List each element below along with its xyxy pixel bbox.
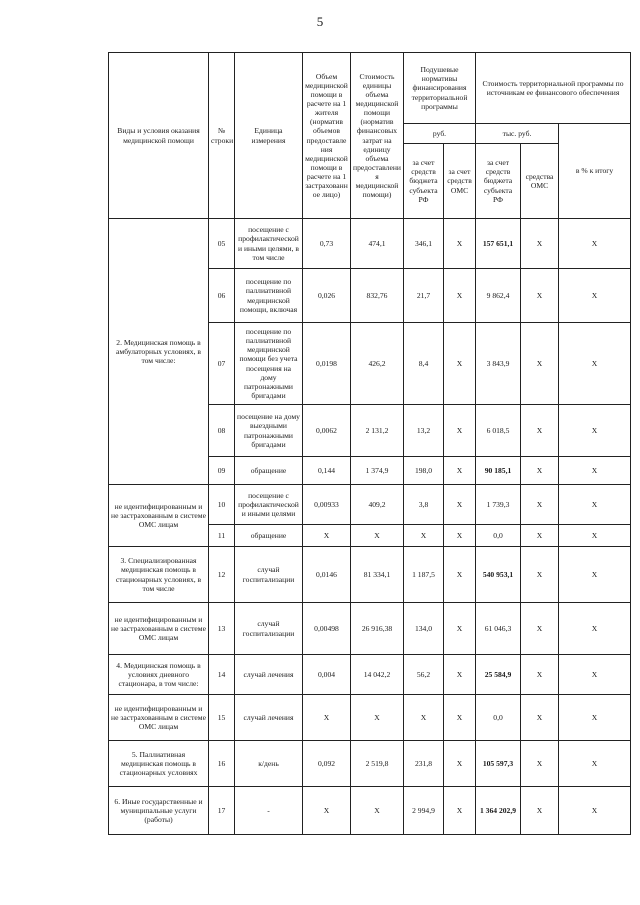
row-unit: -: [235, 787, 303, 835]
row-th-oms: Х: [521, 219, 559, 269]
row-unit: случай госпитализации: [235, 603, 303, 655]
row-rub-budget: 2 994,9: [404, 787, 444, 835]
row-volume: 0,144: [303, 457, 351, 485]
row-th-budget: 157 651,1: [476, 219, 521, 269]
row-th-budget: 1 364 202,9: [476, 787, 521, 835]
header-volume: Объем медицинской помощи в расчете на 1 жителя (норматив объемов предоставления медицинской помощи в расчете на 1 застрахованное лицо): [303, 53, 351, 219]
row-rub-budget: 1 187,5: [404, 547, 444, 603]
table-row: [109, 603, 631, 655]
row-number: 07: [209, 323, 235, 405]
header-rub: руб.: [404, 124, 476, 144]
row-percent: Х: [559, 787, 631, 835]
row-number: 11: [209, 525, 235, 547]
row-th-budget: 90 185,1: [476, 457, 521, 485]
row-th-budget: 105 597,3: [476, 741, 521, 787]
group-label: не идентифицированным и не застрахованным в системе ОМС лицам: [109, 603, 209, 655]
row-th-oms: Х: [521, 405, 559, 457]
row-th-budget: 1 739,3: [476, 485, 521, 525]
row-th-oms: Х: [521, 323, 559, 405]
row-unit: случай госпитализации: [235, 547, 303, 603]
row-th-budget: 61 046,3: [476, 603, 521, 655]
row-cost: 2 519,8: [351, 741, 404, 787]
row-cost: 832,76: [351, 269, 404, 323]
row-percent: Х: [559, 485, 631, 525]
row-rub-oms: Х: [444, 655, 476, 695]
row-number: 12: [209, 547, 235, 603]
row-rub-oms: Х: [444, 547, 476, 603]
row-rub-oms: Х: [444, 695, 476, 741]
row-rub-budget: 134,0: [404, 603, 444, 655]
group-label: 3. Специализированная медицинская помощь в стационарных условиях, в том числе: [109, 547, 209, 603]
row-rub-oms: Х: [444, 603, 476, 655]
group-label: не идентифицированным и не застрахованным в системе ОМС лицам: [109, 695, 209, 741]
row-percent: Х: [559, 457, 631, 485]
row-number: 08: [209, 405, 235, 457]
row-volume: 0,73: [303, 219, 351, 269]
row-cost: 1 374,9: [351, 457, 404, 485]
row-th-budget: 25 584,9: [476, 655, 521, 695]
row-unit: к/день: [235, 741, 303, 787]
row-rub-budget: 21,7: [404, 269, 444, 323]
row-volume: 0,0062: [303, 405, 351, 457]
row-rub-oms: Х: [444, 405, 476, 457]
row-cost: 26 916,38: [351, 603, 404, 655]
table-row: [109, 787, 631, 835]
row-percent: Х: [559, 741, 631, 787]
row-th-budget: 3 843,9: [476, 323, 521, 405]
group-label: не идентифицированным и не застрахованным в системе ОМС лицам: [109, 485, 209, 547]
row-th-budget: 0,0: [476, 695, 521, 741]
row-unit: случай лечения: [235, 655, 303, 695]
row-volume: 0,026: [303, 269, 351, 323]
row-number: 09: [209, 457, 235, 485]
row-percent: Х: [559, 547, 631, 603]
header-row-number: № строки: [209, 53, 235, 219]
row-percent: Х: [559, 695, 631, 741]
row-number: 05: [209, 219, 235, 269]
row-rub-oms: Х: [444, 457, 476, 485]
row-rub-budget: 346,1: [404, 219, 444, 269]
row-cost: 409,2: [351, 485, 404, 525]
row-volume: 0,0146: [303, 547, 351, 603]
table-row: [109, 655, 631, 695]
group-label: 2. Медицинская помощь в амбулаторных условиях, в том числе:: [109, 219, 209, 485]
header-unit: Единица измерения: [235, 53, 303, 219]
row-percent: Х: [559, 323, 631, 405]
row-number: 10: [209, 485, 235, 525]
row-percent: Х: [559, 655, 631, 695]
row-rub-oms: Х: [444, 525, 476, 547]
page-number: 5: [316, 14, 324, 29]
financing-table: [108, 52, 631, 835]
row-percent: Х: [559, 269, 631, 323]
row-number: 14: [209, 655, 235, 695]
table-row: [109, 219, 631, 269]
row-rub-oms: Х: [444, 787, 476, 835]
row-volume: 0,00498: [303, 603, 351, 655]
row-unit: обращение: [235, 457, 303, 485]
row-th-oms: Х: [521, 603, 559, 655]
row-th-oms: Х: [521, 741, 559, 787]
group-label: 6. Иные государственные и муниципальные услуги (работы): [109, 787, 209, 835]
row-volume: Х: [303, 525, 351, 547]
row-th-oms: Х: [521, 787, 559, 835]
row-rub-budget: Х: [404, 695, 444, 741]
row-unit: обращение: [235, 525, 303, 547]
group-label: 4. Медицинская помощь в условиях дневного стационара, в том числе:: [109, 655, 209, 695]
group-label: 5. Паллиативная медицинская помощь в стационарных условиях: [109, 741, 209, 787]
row-rub-budget: 56,2: [404, 655, 444, 695]
row-volume: Х: [303, 695, 351, 741]
header-per-capita: Подушевые нормативы финансирования территориальной программы: [404, 53, 476, 124]
row-volume: 0,00933: [303, 485, 351, 525]
row-cost: 81 334,1: [351, 547, 404, 603]
row-unit: посещение по паллиативной медицинской помощи без учета посещения на дому патронажными бригадами: [235, 323, 303, 405]
row-number: 13: [209, 603, 235, 655]
header-row-1: [109, 53, 631, 124]
table-row: [109, 485, 631, 525]
row-th-oms: Х: [521, 269, 559, 323]
row-rub-budget: 13,2: [404, 405, 444, 457]
row-volume: 0,004: [303, 655, 351, 695]
row-rub-budget: 198,0: [404, 457, 444, 485]
row-volume: 0,0198: [303, 323, 351, 405]
row-cost: 2 131,2: [351, 405, 404, 457]
row-number: 06: [209, 269, 235, 323]
row-th-oms: Х: [521, 655, 559, 695]
row-percent: Х: [559, 219, 631, 269]
header-th-budget: за счет средств бюджета субъекта РФ: [476, 144, 521, 219]
row-rub-budget: 8,4: [404, 323, 444, 405]
row-th-oms: Х: [521, 457, 559, 485]
row-th-oms: Х: [521, 695, 559, 741]
row-cost: 426,2: [351, 323, 404, 405]
row-unit: посещение с профилактической и иными целями, в том числе: [235, 219, 303, 269]
row-th-oms: Х: [521, 485, 559, 525]
row-cost: 474,1: [351, 219, 404, 269]
row-number: 17: [209, 787, 235, 835]
row-rub-oms: Х: [444, 741, 476, 787]
header-cost: Стоимость единицы объема медицинской помощи (норматив финансовых затрат на единицу объема предоставления медицинской помощи): [351, 53, 404, 219]
header-rub-oms: за счет средств ОМС: [444, 144, 476, 219]
row-th-budget: 540 953,1: [476, 547, 521, 603]
row-percent: Х: [559, 405, 631, 457]
row-volume: Х: [303, 787, 351, 835]
row-rub-oms: Х: [444, 219, 476, 269]
row-cost: 14 042,2: [351, 655, 404, 695]
row-unit: посещение по паллиативной медицинской помощи, включая: [235, 269, 303, 323]
row-unit: случай лечения: [235, 695, 303, 741]
table-row: [109, 741, 631, 787]
header-percent: в % к итогу: [559, 124, 631, 219]
row-volume: 0,092: [303, 741, 351, 787]
row-rub-oms: Х: [444, 485, 476, 525]
header-rub-budget: за счет средств бюджета субъекта РФ: [404, 144, 444, 219]
row-unit: посещение с профилактической и иными целями: [235, 485, 303, 525]
row-th-oms: Х: [521, 525, 559, 547]
table-row: [109, 547, 631, 603]
row-cost: Х: [351, 525, 404, 547]
row-cost: Х: [351, 787, 404, 835]
table-row: [109, 695, 631, 741]
header-th-oms: средства ОМС: [521, 144, 559, 219]
row-th-budget: 6 018,5: [476, 405, 521, 457]
row-number: 16: [209, 741, 235, 787]
row-rub-budget: 231,8: [404, 741, 444, 787]
header-territorial: Стоимость территориальной программы по источникам ее финансового обеспечения: [476, 53, 631, 124]
row-percent: Х: [559, 525, 631, 547]
row-th-oms: Х: [521, 547, 559, 603]
row-th-budget: 0,0: [476, 525, 521, 547]
row-percent: Х: [559, 603, 631, 655]
row-unit: посещение на дому выездными патронажными бригадами: [235, 405, 303, 457]
row-number: 15: [209, 695, 235, 741]
row-cost: Х: [351, 695, 404, 741]
row-rub-budget: Х: [404, 525, 444, 547]
row-rub-budget: 3,8: [404, 485, 444, 525]
row-rub-oms: Х: [444, 269, 476, 323]
header-kind: Виды и условия оказания медицинской помощи: [109, 53, 209, 219]
row-th-budget: 9 862,4: [476, 269, 521, 323]
row-rub-oms: Х: [444, 323, 476, 405]
header-thous-rub: тыс. руб.: [476, 124, 559, 144]
